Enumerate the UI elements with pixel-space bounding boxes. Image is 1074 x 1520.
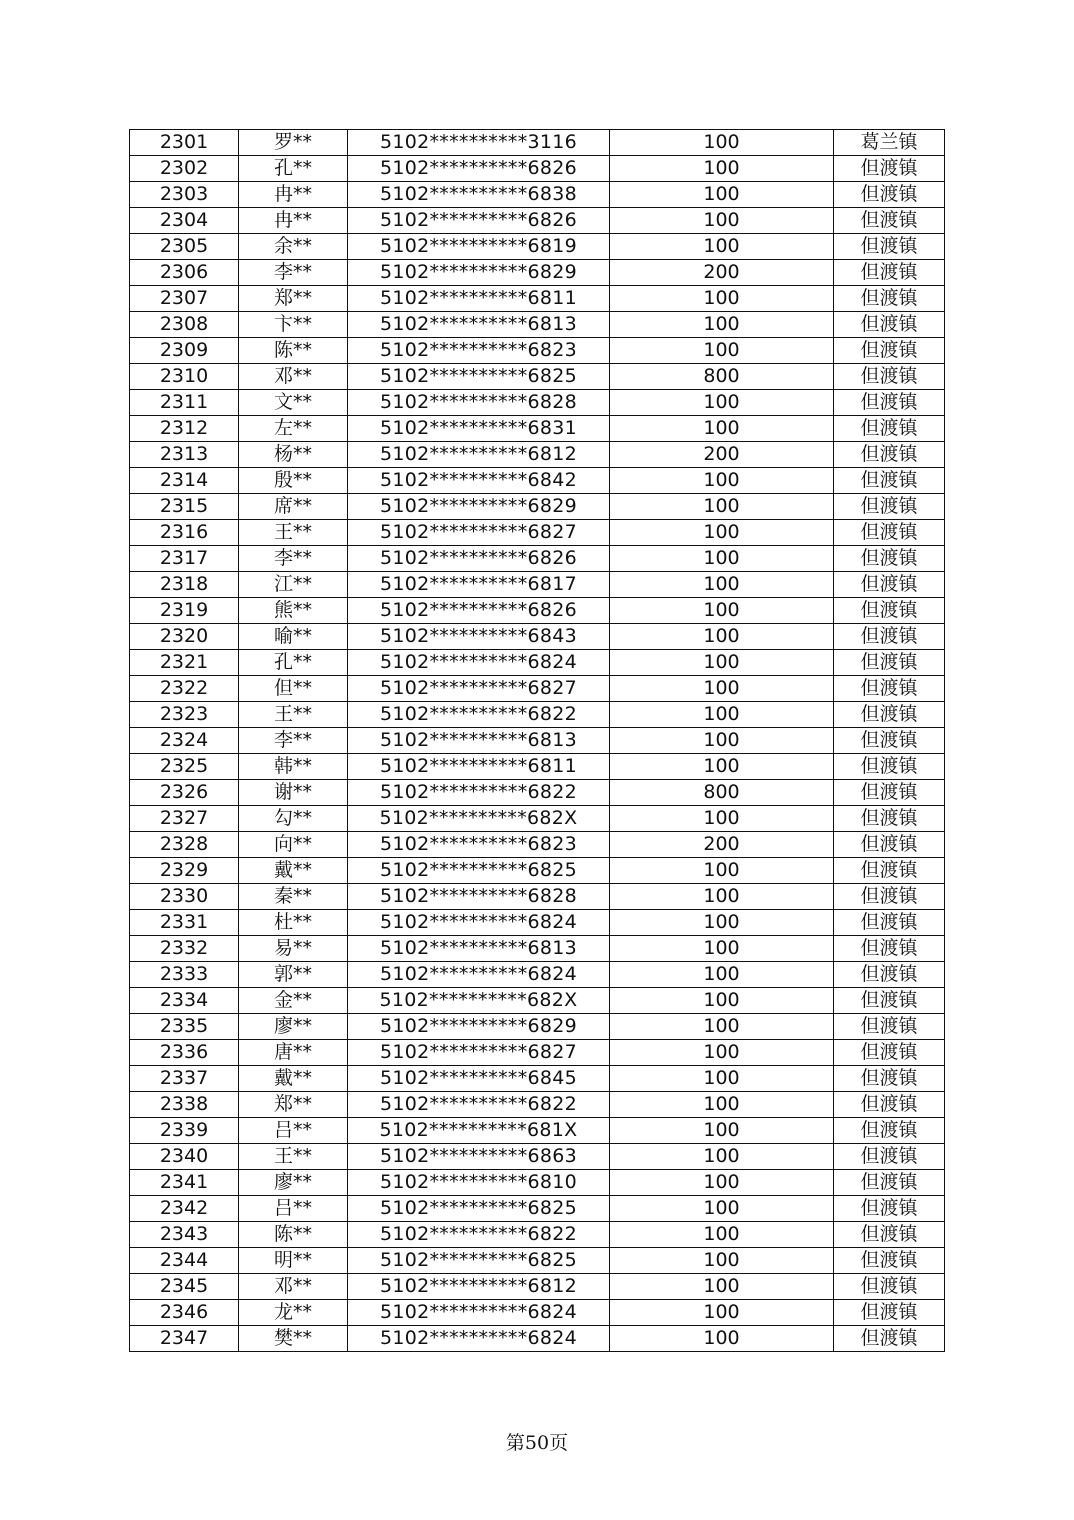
cell-name: 戴** xyxy=(239,1066,348,1092)
table-row xyxy=(130,858,945,884)
cell-name: 明** xyxy=(239,1248,348,1274)
cell-id-number: 5102**********6863 xyxy=(348,1144,610,1170)
table-row xyxy=(130,1118,945,1144)
cell-id-number: 5102**********6824 xyxy=(348,650,610,676)
cell-id-number: 5102**********6822 xyxy=(348,1092,610,1118)
cell-serial-number: 2303 xyxy=(130,182,239,208)
cell-serial-number: 2327 xyxy=(130,806,239,832)
table-row xyxy=(130,936,945,962)
cell-amount: 100 xyxy=(610,624,834,650)
cell-town: 但渡镇 xyxy=(834,1118,945,1144)
roster-table xyxy=(129,129,945,1352)
cell-amount: 100 xyxy=(610,1040,834,1066)
cell-town: 但渡镇 xyxy=(834,208,945,234)
table-row xyxy=(130,780,945,806)
cell-serial-number: 2320 xyxy=(130,624,239,650)
cell-id-number: 5102**********682X xyxy=(348,988,610,1014)
cell-town: 葛兰镇 xyxy=(834,130,945,156)
table-row xyxy=(130,1040,945,1066)
cell-id-number: 5102**********6822 xyxy=(348,780,610,806)
cell-id-number: 5102**********6822 xyxy=(348,702,610,728)
cell-id-number: 5102**********6824 xyxy=(348,962,610,988)
table-row xyxy=(130,234,945,260)
cell-name: 唐** xyxy=(239,1040,348,1066)
table-row xyxy=(130,572,945,598)
cell-serial-number: 2346 xyxy=(130,1300,239,1326)
cell-amount: 100 xyxy=(610,728,834,754)
cell-name: 孔** xyxy=(239,650,348,676)
cell-name: 罗** xyxy=(239,130,348,156)
table-row xyxy=(130,1222,945,1248)
table-row xyxy=(130,1092,945,1118)
cell-name: 李** xyxy=(239,728,348,754)
cell-serial-number: 2311 xyxy=(130,390,239,416)
cell-id-number: 5102**********6828 xyxy=(348,390,610,416)
table-row xyxy=(130,1014,945,1040)
cell-name: 郑** xyxy=(239,286,348,312)
cell-town: 但渡镇 xyxy=(834,364,945,390)
cell-serial-number: 2340 xyxy=(130,1144,239,1170)
table-row xyxy=(130,182,945,208)
cell-id-number: 5102**********6829 xyxy=(348,260,610,286)
cell-serial-number: 2326 xyxy=(130,780,239,806)
cell-town: 但渡镇 xyxy=(834,598,945,624)
cell-name: 殷** xyxy=(239,468,348,494)
cell-serial-number: 2309 xyxy=(130,338,239,364)
cell-town: 但渡镇 xyxy=(834,442,945,468)
cell-amount: 100 xyxy=(610,182,834,208)
cell-amount: 100 xyxy=(610,1326,834,1352)
cell-amount: 100 xyxy=(610,962,834,988)
cell-name: 易** xyxy=(239,936,348,962)
cell-name: 廖** xyxy=(239,1170,348,1196)
cell-serial-number: 2331 xyxy=(130,910,239,936)
cell-amount: 100 xyxy=(610,208,834,234)
cell-id-number: 5102**********6826 xyxy=(348,546,610,572)
cell-id-number: 5102**********6812 xyxy=(348,442,610,468)
table-row xyxy=(130,598,945,624)
cell-serial-number: 2316 xyxy=(130,520,239,546)
cell-name: 熊** xyxy=(239,598,348,624)
cell-id-number: 5102**********6831 xyxy=(348,416,610,442)
cell-amount: 100 xyxy=(610,546,834,572)
table-row xyxy=(130,468,945,494)
cell-amount: 100 xyxy=(610,936,834,962)
cell-serial-number: 2325 xyxy=(130,754,239,780)
cell-serial-number: 2330 xyxy=(130,884,239,910)
table-row xyxy=(130,624,945,650)
cell-id-number: 5102**********6843 xyxy=(348,624,610,650)
cell-town: 但渡镇 xyxy=(834,312,945,338)
cell-amount: 100 xyxy=(610,130,834,156)
cell-name: 文** xyxy=(239,390,348,416)
cell-name: 郑** xyxy=(239,1092,348,1118)
cell-town: 但渡镇 xyxy=(834,260,945,286)
cell-id-number: 5102**********6825 xyxy=(348,1248,610,1274)
cell-town: 但渡镇 xyxy=(834,520,945,546)
table-row xyxy=(130,988,945,1014)
cell-name: 陈** xyxy=(239,338,348,364)
cell-serial-number: 2329 xyxy=(130,858,239,884)
table-row xyxy=(130,1144,945,1170)
cell-id-number: 5102**********681X xyxy=(348,1118,610,1144)
cell-serial-number: 2314 xyxy=(130,468,239,494)
roster-table-body xyxy=(130,130,945,1352)
cell-name: 李** xyxy=(239,546,348,572)
cell-id-number: 5102**********6825 xyxy=(348,1196,610,1222)
cell-id-number: 5102**********6813 xyxy=(348,936,610,962)
cell-amount: 100 xyxy=(610,1144,834,1170)
cell-serial-number: 2334 xyxy=(130,988,239,1014)
cell-name: 向** xyxy=(239,832,348,858)
cell-amount: 100 xyxy=(610,910,834,936)
cell-serial-number: 2333 xyxy=(130,962,239,988)
table-row xyxy=(130,338,945,364)
cell-name: 陈** xyxy=(239,1222,348,1248)
table-row xyxy=(130,260,945,286)
cell-name: 秦** xyxy=(239,884,348,910)
cell-town: 但渡镇 xyxy=(834,832,945,858)
cell-name: 席** xyxy=(239,494,348,520)
cell-town: 但渡镇 xyxy=(834,1092,945,1118)
table-row xyxy=(130,676,945,702)
cell-town: 但渡镇 xyxy=(834,650,945,676)
cell-town: 但渡镇 xyxy=(834,1144,945,1170)
cell-id-number: 5102**********6828 xyxy=(348,884,610,910)
cell-id-number: 5102**********6811 xyxy=(348,286,610,312)
cell-id-number: 5102**********682X xyxy=(348,806,610,832)
cell-name: 杨** xyxy=(239,442,348,468)
cell-amount: 100 xyxy=(610,156,834,182)
cell-id-number: 5102**********6824 xyxy=(348,910,610,936)
cell-town: 但渡镇 xyxy=(834,234,945,260)
cell-town: 但渡镇 xyxy=(834,156,945,182)
cell-name: 王** xyxy=(239,1144,348,1170)
cell-amount: 100 xyxy=(610,598,834,624)
cell-town: 但渡镇 xyxy=(834,416,945,442)
page-number: 第50页 xyxy=(505,1432,569,1454)
cell-name: 邓** xyxy=(239,1274,348,1300)
cell-town: 但渡镇 xyxy=(834,962,945,988)
table-row xyxy=(130,962,945,988)
cell-town: 但渡镇 xyxy=(834,728,945,754)
cell-town: 但渡镇 xyxy=(834,910,945,936)
cell-name: 但** xyxy=(239,676,348,702)
cell-amount: 100 xyxy=(610,1300,834,1326)
cell-serial-number: 2312 xyxy=(130,416,239,442)
cell-amount: 800 xyxy=(610,780,834,806)
cell-town: 但渡镇 xyxy=(834,858,945,884)
cell-serial-number: 2307 xyxy=(130,286,239,312)
cell-id-number: 5102**********6838 xyxy=(348,182,610,208)
cell-id-number: 5102**********6826 xyxy=(348,208,610,234)
cell-amount: 100 xyxy=(610,754,834,780)
cell-amount: 100 xyxy=(610,1274,834,1300)
cell-amount: 100 xyxy=(610,416,834,442)
cell-id-number: 5102**********6813 xyxy=(348,312,610,338)
table-row xyxy=(130,806,945,832)
cell-serial-number: 2313 xyxy=(130,442,239,468)
cell-id-number: 5102**********6845 xyxy=(348,1066,610,1092)
cell-id-number: 5102**********6811 xyxy=(348,754,610,780)
cell-amount: 100 xyxy=(610,1222,834,1248)
cell-name: 吕** xyxy=(239,1118,348,1144)
cell-id-number: 5102**********6812 xyxy=(348,1274,610,1300)
cell-serial-number: 2306 xyxy=(130,260,239,286)
cell-name: 勾** xyxy=(239,806,348,832)
cell-town: 但渡镇 xyxy=(834,1040,945,1066)
cell-name: 韩** xyxy=(239,754,348,780)
cell-serial-number: 2342 xyxy=(130,1196,239,1222)
cell-id-number: 5102**********6827 xyxy=(348,1040,610,1066)
cell-amount: 100 xyxy=(610,572,834,598)
cell-amount: 100 xyxy=(610,390,834,416)
table-row xyxy=(130,208,945,234)
cell-name: 戴** xyxy=(239,858,348,884)
cell-id-number: 5102**********6824 xyxy=(348,1326,610,1352)
cell-serial-number: 2336 xyxy=(130,1040,239,1066)
table-row xyxy=(130,1170,945,1196)
table-row xyxy=(130,1326,945,1352)
cell-serial-number: 2305 xyxy=(130,234,239,260)
table-row xyxy=(130,832,945,858)
table-row xyxy=(130,442,945,468)
cell-serial-number: 2324 xyxy=(130,728,239,754)
cell-name: 余** xyxy=(239,234,348,260)
table-row xyxy=(130,1274,945,1300)
cell-town: 但渡镇 xyxy=(834,1196,945,1222)
cell-id-number: 5102**********6827 xyxy=(348,676,610,702)
cell-town: 但渡镇 xyxy=(834,1274,945,1300)
table-row xyxy=(130,130,945,156)
cell-id-number: 5102**********6819 xyxy=(348,234,610,260)
cell-id-number: 5102**********6825 xyxy=(348,858,610,884)
cell-serial-number: 2308 xyxy=(130,312,239,338)
cell-serial-number: 2339 xyxy=(130,1118,239,1144)
table-row xyxy=(130,520,945,546)
cell-town: 但渡镇 xyxy=(834,1248,945,1274)
cell-town: 但渡镇 xyxy=(834,572,945,598)
cell-amount: 200 xyxy=(610,442,834,468)
cell-id-number: 5102**********6827 xyxy=(348,520,610,546)
cell-serial-number: 2318 xyxy=(130,572,239,598)
cell-amount: 800 xyxy=(610,364,834,390)
cell-serial-number: 2321 xyxy=(130,650,239,676)
cell-amount: 100 xyxy=(610,1014,834,1040)
cell-serial-number: 2332 xyxy=(130,936,239,962)
table-row xyxy=(130,1196,945,1222)
cell-serial-number: 2304 xyxy=(130,208,239,234)
cell-name: 廖** xyxy=(239,1014,348,1040)
cell-id-number: 5102**********6829 xyxy=(348,494,610,520)
cell-id-number: 5102**********6823 xyxy=(348,832,610,858)
cell-town: 但渡镇 xyxy=(834,988,945,1014)
cell-serial-number: 2315 xyxy=(130,494,239,520)
cell-town: 但渡镇 xyxy=(834,286,945,312)
cell-amount: 100 xyxy=(610,312,834,338)
cell-id-number: 5102**********6810 xyxy=(348,1170,610,1196)
cell-serial-number: 2337 xyxy=(130,1066,239,1092)
cell-town: 但渡镇 xyxy=(834,1300,945,1326)
cell-serial-number: 2338 xyxy=(130,1092,239,1118)
table-row xyxy=(130,728,945,754)
cell-amount: 100 xyxy=(610,286,834,312)
cell-amount: 100 xyxy=(610,676,834,702)
cell-amount: 100 xyxy=(610,468,834,494)
cell-serial-number: 2343 xyxy=(130,1222,239,1248)
cell-id-number: 5102**********6822 xyxy=(348,1222,610,1248)
table-row xyxy=(130,910,945,936)
cell-name: 邓** xyxy=(239,364,348,390)
cell-amount: 200 xyxy=(610,260,834,286)
cell-town: 但渡镇 xyxy=(834,780,945,806)
cell-name: 王** xyxy=(239,520,348,546)
cell-serial-number: 2341 xyxy=(130,1170,239,1196)
cell-serial-number: 2328 xyxy=(130,832,239,858)
cell-id-number: 5102**********6826 xyxy=(348,598,610,624)
cell-town: 但渡镇 xyxy=(834,338,945,364)
table-row xyxy=(130,494,945,520)
cell-amount: 100 xyxy=(610,1118,834,1144)
cell-town: 但渡镇 xyxy=(834,546,945,572)
cell-id-number: 5102**********6823 xyxy=(348,338,610,364)
cell-serial-number: 2335 xyxy=(130,1014,239,1040)
table-row xyxy=(130,702,945,728)
cell-name: 喻** xyxy=(239,624,348,650)
cell-serial-number: 2345 xyxy=(130,1274,239,1300)
cell-amount: 100 xyxy=(610,806,834,832)
cell-town: 但渡镇 xyxy=(834,806,945,832)
table-row xyxy=(130,754,945,780)
cell-serial-number: 2310 xyxy=(130,364,239,390)
cell-name: 杜** xyxy=(239,910,348,936)
cell-name: 樊** xyxy=(239,1326,348,1352)
cell-town: 但渡镇 xyxy=(834,754,945,780)
cell-name: 王** xyxy=(239,702,348,728)
cell-town: 但渡镇 xyxy=(834,494,945,520)
cell-id-number: 5102**********3116 xyxy=(348,130,610,156)
table-row xyxy=(130,650,945,676)
cell-town: 但渡镇 xyxy=(834,1066,945,1092)
cell-amount: 100 xyxy=(610,988,834,1014)
table-row xyxy=(130,364,945,390)
cell-serial-number: 2302 xyxy=(130,156,239,182)
cell-id-number: 5102**********6826 xyxy=(348,156,610,182)
table-row xyxy=(130,156,945,182)
cell-name: 卞** xyxy=(239,312,348,338)
cell-town: 但渡镇 xyxy=(834,702,945,728)
cell-serial-number: 2344 xyxy=(130,1248,239,1274)
table-row xyxy=(130,286,945,312)
cell-amount: 100 xyxy=(610,1066,834,1092)
table-row xyxy=(130,390,945,416)
table-row xyxy=(130,1300,945,1326)
cell-town: 但渡镇 xyxy=(834,884,945,910)
cell-serial-number: 2317 xyxy=(130,546,239,572)
cell-town: 但渡镇 xyxy=(834,1014,945,1040)
cell-town: 但渡镇 xyxy=(834,936,945,962)
cell-id-number: 5102**********6813 xyxy=(348,728,610,754)
cell-amount: 100 xyxy=(610,858,834,884)
cell-name: 左** xyxy=(239,416,348,442)
cell-name: 吕** xyxy=(239,1196,348,1222)
cell-amount: 200 xyxy=(610,832,834,858)
cell-name: 冉** xyxy=(239,182,348,208)
cell-name: 谢** xyxy=(239,780,348,806)
cell-amount: 100 xyxy=(610,234,834,260)
cell-id-number: 5102**********6829 xyxy=(348,1014,610,1040)
cell-amount: 100 xyxy=(610,650,834,676)
cell-name: 冉** xyxy=(239,208,348,234)
cell-town: 但渡镇 xyxy=(834,468,945,494)
cell-name: 江** xyxy=(239,572,348,598)
cell-id-number: 5102**********6842 xyxy=(348,468,610,494)
cell-name: 孔** xyxy=(239,156,348,182)
cell-town: 但渡镇 xyxy=(834,624,945,650)
cell-town: 但渡镇 xyxy=(834,182,945,208)
cell-amount: 100 xyxy=(610,1092,834,1118)
table-row xyxy=(130,1248,945,1274)
cell-serial-number: 2347 xyxy=(130,1326,239,1352)
table-row xyxy=(130,1066,945,1092)
cell-name: 龙** xyxy=(239,1300,348,1326)
cell-town: 但渡镇 xyxy=(834,676,945,702)
cell-amount: 100 xyxy=(610,702,834,728)
cell-serial-number: 2301 xyxy=(130,130,239,156)
cell-serial-number: 2322 xyxy=(130,676,239,702)
cell-id-number: 5102**********6824 xyxy=(348,1300,610,1326)
cell-amount: 100 xyxy=(610,494,834,520)
cell-serial-number: 2323 xyxy=(130,702,239,728)
cell-town: 但渡镇 xyxy=(834,390,945,416)
cell-amount: 100 xyxy=(610,1196,834,1222)
cell-name: 李** xyxy=(239,260,348,286)
cell-id-number: 5102**********6825 xyxy=(348,364,610,390)
table-row xyxy=(130,546,945,572)
cell-amount: 100 xyxy=(610,884,834,910)
cell-amount: 100 xyxy=(610,1248,834,1274)
cell-name: 郭** xyxy=(239,962,348,988)
table-row xyxy=(130,312,945,338)
cell-amount: 100 xyxy=(610,1170,834,1196)
cell-town: 但渡镇 xyxy=(834,1326,945,1352)
cell-town: 但渡镇 xyxy=(834,1222,945,1248)
cell-town: 但渡镇 xyxy=(834,1170,945,1196)
cell-id-number: 5102**********6817 xyxy=(348,572,610,598)
table-row xyxy=(130,416,945,442)
table-row xyxy=(130,884,945,910)
cell-amount: 100 xyxy=(610,520,834,546)
cell-amount: 100 xyxy=(610,338,834,364)
cell-name: 金** xyxy=(239,988,348,1014)
cell-serial-number: 2319 xyxy=(130,598,239,624)
